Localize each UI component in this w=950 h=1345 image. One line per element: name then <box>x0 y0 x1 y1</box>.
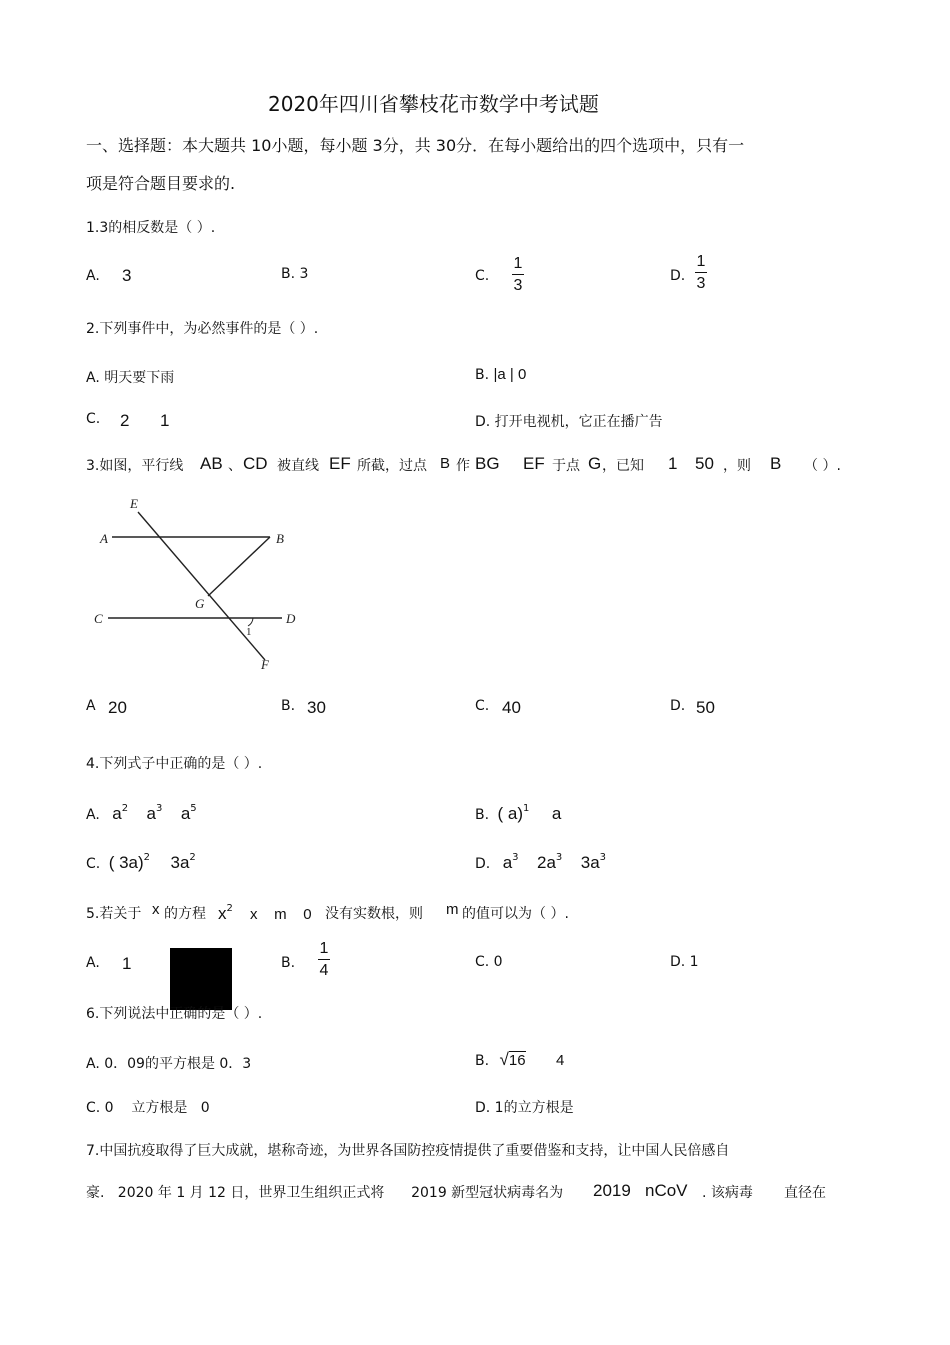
fraction-bar <box>512 274 524 275</box>
q4-a-term2: a <box>146 804 156 823</box>
q2-option-b-value: |a | 0 <box>493 366 527 383</box>
q4-d-exp1: 3 <box>512 852 519 863</box>
q4-a-term1: a <box>112 804 122 823</box>
q3-text-7: ，则 <box>723 458 751 474</box>
q3-sep: 、 <box>228 458 242 474</box>
q1-d-denominator: 3 <box>696 275 706 292</box>
q4-b-exp1: 1 <box>523 803 530 814</box>
q3-cd: CD <box>243 454 268 473</box>
fraction-bar <box>318 959 330 960</box>
q3-ef-2: EF <box>523 454 545 473</box>
q5-text-1: 5.若关于 <box>86 906 142 922</box>
q5-option-d: D. 1 <box>670 954 699 970</box>
q3-text-6: ，已知 <box>602 458 644 474</box>
q2-option-b-label: B. <box>475 367 490 383</box>
label-g: G <box>195 596 205 611</box>
fraction-bar <box>695 272 707 273</box>
q7-line1: 7.中国抗疫取得了巨大成就，堪称奇迹，为世界各国防控疫情提供了重要借鉴和支持，让中国人民倍感自 <box>86 1143 730 1159</box>
q2-option-a: A. 明天要下雨 <box>86 370 175 386</box>
q2-option-d: D. 打开电视机，它正在播广告 <box>475 414 663 430</box>
q3-g: G <box>588 454 602 473</box>
label-a: A <box>100 531 108 546</box>
q5-option-a-label: A. <box>86 955 100 971</box>
page-title: 2020年四川省攀枝花市数学中考试题 <box>268 92 599 116</box>
q3-option-d-label: D. <box>670 698 686 714</box>
q4-a-label: A. <box>86 807 100 823</box>
section-header-line1: 一、选择题：本大题共 10小题，每小题 3分，共 30分．在每小题给出的四个选项中，只有一 <box>86 136 745 155</box>
q4-a-exp3: 5 <box>190 803 197 814</box>
question-6-stem: 6.下列说法中正确的是（ ）. <box>86 1006 263 1022</box>
q4-c-exp1: 2 <box>143 852 151 863</box>
q6-b-value: 4 <box>556 1052 565 1069</box>
q7-virus-name: 2019 nCoV <box>593 1181 688 1200</box>
q3-angle-1: 1 <box>668 454 678 473</box>
q4-a-exp2: 3 <box>156 803 163 814</box>
label-d: D <box>286 611 296 626</box>
q3-text-2: 被直线 <box>277 458 319 474</box>
q4-option-c <box>86 853 196 873</box>
q3-option-d-value: 50 <box>696 698 715 717</box>
q5-text-3: 没有实数根，则 <box>325 906 423 922</box>
q1-c-numerator: 1 <box>513 255 523 272</box>
q5-text-2: 的方程 <box>164 906 206 922</box>
q6-option-b <box>475 1050 564 1070</box>
q5-x2: x <box>218 904 227 923</box>
q3-bg: BG <box>475 454 500 473</box>
q3-text-4: 作 <box>456 458 470 474</box>
label-c: C <box>94 611 103 626</box>
label-1: 1 <box>246 626 252 638</box>
q3-b: B <box>440 455 451 472</box>
q5-text-4: 的值可以为（ ）. <box>462 906 569 922</box>
q3-geometry-figure <box>90 490 310 675</box>
q5-equation <box>218 904 312 924</box>
section-header-line2: 项是符合题目要求的. <box>86 174 236 193</box>
q1-option-c-label: C. <box>475 268 490 284</box>
q1-option-b-value: 3 <box>299 266 309 282</box>
q5-m: m <box>446 901 459 918</box>
q3-text-5: 于点 <box>552 458 580 474</box>
q6-b-radicand: 16 <box>508 1052 526 1069</box>
q3-text-3: 所截，过点 <box>357 458 427 474</box>
q5-option-a-value: 1 <box>122 954 132 973</box>
q3-text-8: （ ）. <box>804 458 841 474</box>
q3-ab: AB <box>200 454 223 473</box>
question-1-stem: 1.3的相反数是（ ）. <box>86 220 216 236</box>
angle-1-arc <box>248 618 253 626</box>
q7-line2c: . 该病毒 直径在 <box>702 1185 827 1201</box>
q1-option-d-label: D. <box>670 268 686 284</box>
q4-a-term3: a <box>180 804 191 823</box>
q6-option-d: D. 1的立方根是 <box>475 1100 574 1116</box>
label-f: F <box>261 657 269 672</box>
q2-option-c-value-2: 1 <box>160 411 170 430</box>
q4-d-term1: a <box>502 853 513 872</box>
q5-eq-rest: x m 0 <box>249 906 312 923</box>
q4-c-term2: 3a <box>170 853 190 872</box>
q3-option-c-value: 40 <box>502 698 521 717</box>
q1-option-d-fraction <box>695 253 707 292</box>
q1-option-c-fraction <box>512 255 524 294</box>
q5-b-denominator: 4 <box>319 962 329 979</box>
radical-icon: √ <box>499 1050 509 1069</box>
q6-option-a: A. 0．09的平方根是 0．3 <box>86 1056 252 1072</box>
q4-b-term1: ( a) <box>497 804 524 823</box>
q5-option-b-label: B. <box>281 955 296 971</box>
question-4-stem: 4.下列式子中正确的是（ ）. <box>86 756 263 772</box>
q4-b-term2: a <box>551 804 562 823</box>
q3-fifty: 50 <box>695 454 714 473</box>
q3-option-c-label: C. <box>475 698 490 714</box>
q2-option-c-label: C. <box>86 411 101 427</box>
q4-option-d <box>475 853 606 873</box>
redaction-block <box>170 948 232 1010</box>
q3-b-2: B <box>770 454 782 473</box>
q3-ef: EF <box>329 454 351 473</box>
q4-d-exp3: 3 <box>599 852 607 863</box>
q6-b-label: B. <box>475 1053 490 1069</box>
q5-option-b-fraction <box>318 940 330 979</box>
q4-d-label: D. <box>475 856 491 872</box>
q4-c-exp2: 2 <box>189 852 196 863</box>
q3-option-a-label: A <box>86 698 96 714</box>
label-b: B <box>276 531 284 546</box>
q2-option-c-value-1: 2 <box>120 411 130 430</box>
q7-line2a: 豪. 2020 年 1 月 12 日，世界卫生组织正式将 2019 新型冠状病毒名为 <box>86 1185 564 1201</box>
q3-option-b-value: 30 <box>307 698 326 717</box>
q4-c-label: C. <box>86 856 101 872</box>
q1-option-b-label: B. <box>281 266 296 282</box>
q4-c-term1: ( 3a) <box>108 853 144 872</box>
q1-d-numerator: 1 <box>696 253 706 270</box>
segment-bg <box>208 537 270 596</box>
q1-option-a-label: A. <box>86 268 100 284</box>
q4-a-exp1: 2 <box>121 803 129 814</box>
q6-option-c: C. 0 立方根是 0 <box>86 1100 210 1116</box>
q3-option-a-value: 20 <box>108 698 127 717</box>
q5-x: x <box>152 901 160 918</box>
q1-option-b <box>281 266 308 282</box>
q4-option-b <box>475 804 561 824</box>
q5-b-numerator: 1 <box>319 940 329 957</box>
q5-option-c: C. 0 <box>475 954 503 970</box>
q3-option-b-label: B. <box>281 698 296 714</box>
q4-d-term3: 3a <box>580 853 600 872</box>
q5-x2-exp: 2 <box>226 903 233 914</box>
q1-option-a-value: 3 <box>122 266 132 285</box>
question-2-stem: 2.下列事件中，为必然事件的是（ ）. <box>86 321 319 337</box>
q1-c-denominator: 3 <box>513 277 523 294</box>
q4-d-exp2: 3 <box>555 852 563 863</box>
q4-b-label: B. <box>475 807 490 823</box>
q4-d-term2: 2a <box>536 853 556 872</box>
q2-option-b <box>475 366 526 383</box>
q3-text-1: 3.如图，平行线 <box>86 458 184 474</box>
q4-option-a <box>86 804 197 824</box>
label-e: E <box>130 496 138 511</box>
